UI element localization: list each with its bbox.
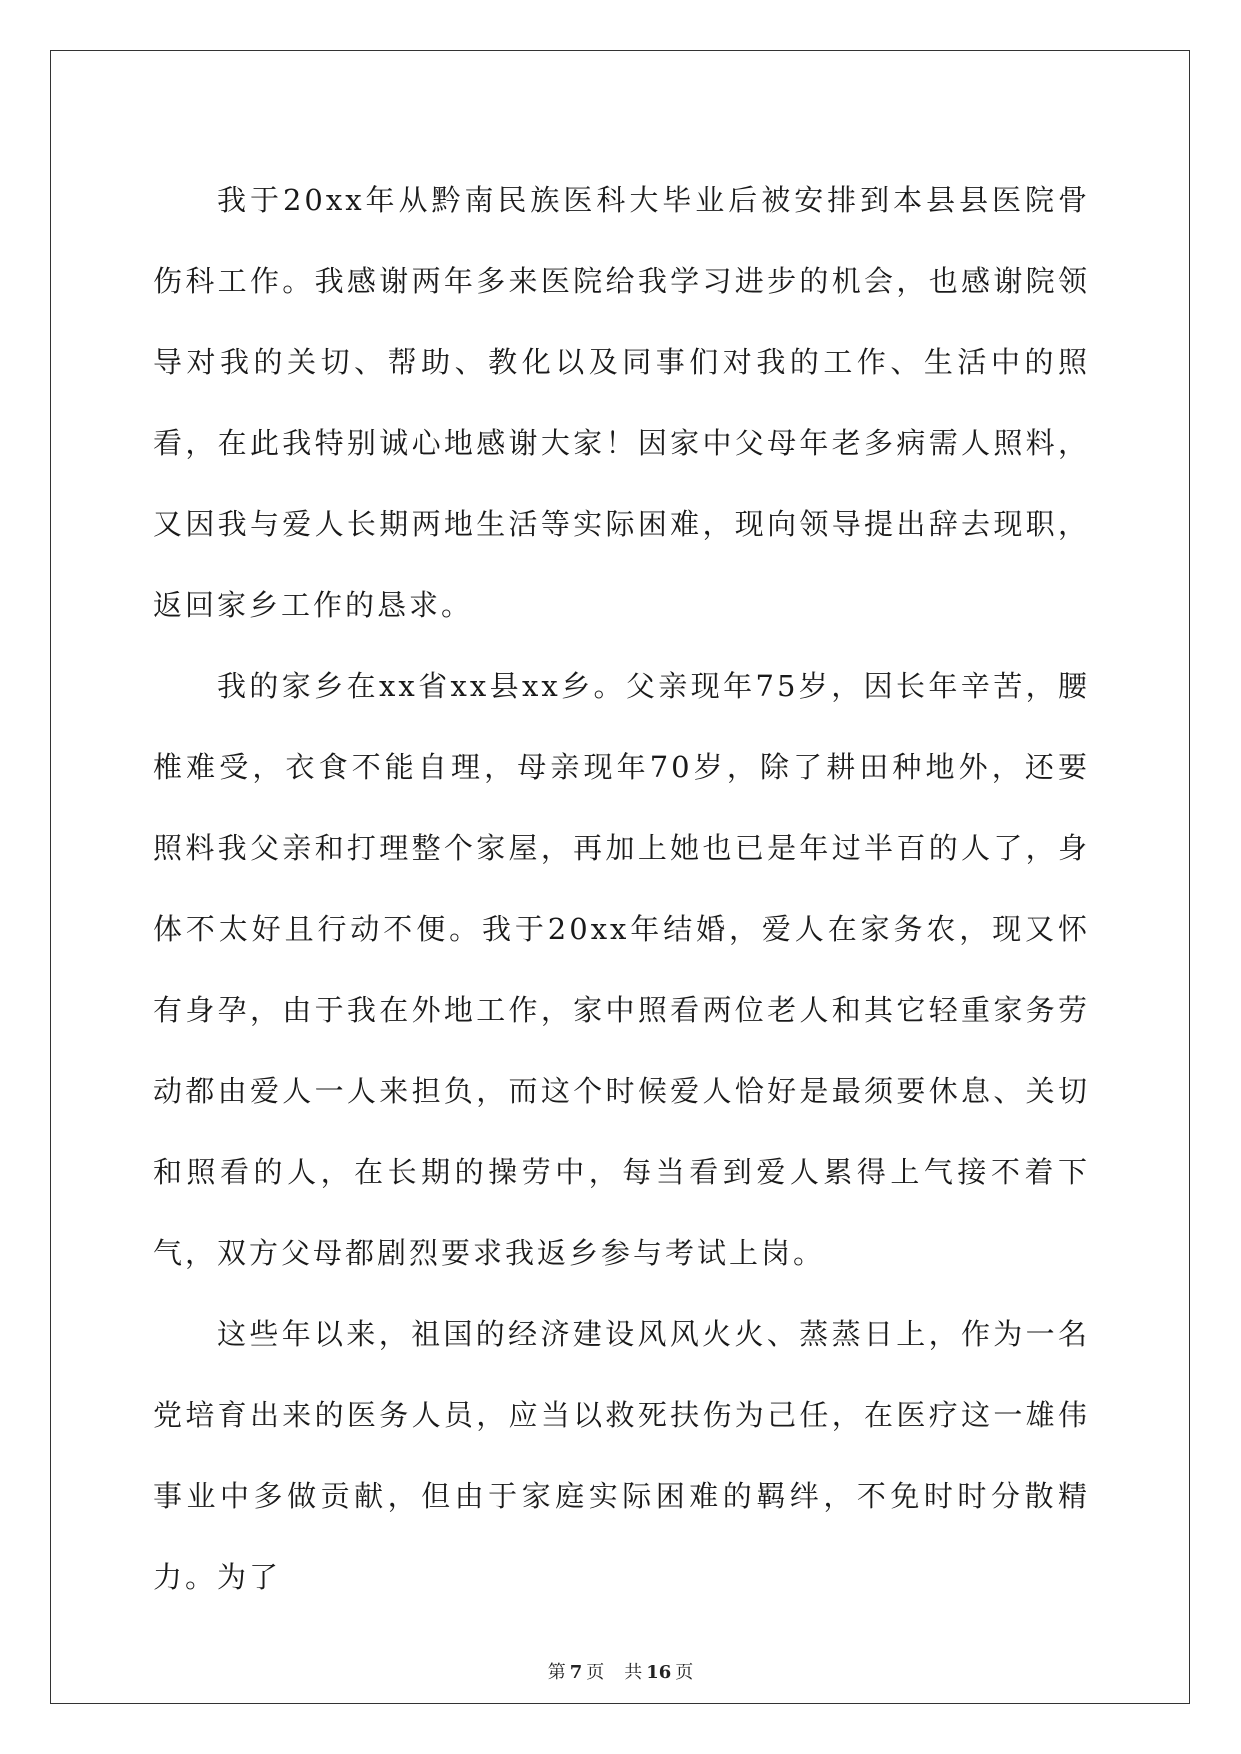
page-footer xyxy=(0,1662,1241,1684)
paragraph-2: 我的家乡在xx省xx县xx乡。父亲现年75岁，因长年辛苦，腰椎难受，衣食不能自理，母亲现年70岁，除了耕田种地外，还要照料我父亲和打理整个家屋，再加上她也已是年过半百的人了，身体不太好且行动不便。我于20xx年结婚，爱人在家务农，现又怀有身孕，由于我在外地工作，家中照看两位老人和其它轻重家务劳动都由爱人一人来担负，而这个时候爱人恰好是最须要休息、关切和照看的人，在长期的操劳中，每当看到爱人累得上气接不着下气，双方父母都剧烈要求我返乡参与考试上岗。 xyxy=(153,669,1090,1270)
page-suffix: 页 xyxy=(586,1662,605,1683)
page-number: 7 xyxy=(569,1662,583,1683)
page-prefix: 第 xyxy=(547,1662,566,1683)
total-prefix: 共 xyxy=(624,1662,643,1683)
paragraph-3: 这些年以来，祖国的经济建设风风火火、蒸蒸日上，作为一名党培育出来的医务人员，应当以救死扶伤为己任，在医疗这一雄伟事业中多做贡献，但由于家庭实际困难的羁绊，不免时时分散精力。为了 xyxy=(153,1317,1090,1594)
document-body xyxy=(153,160,1090,1618)
total-pages: 16 xyxy=(646,1662,672,1683)
total-suffix: 页 xyxy=(675,1662,694,1683)
paragraph-1: 我于20xx年从黔南民族医科大毕业后被安排到本县县医院骨伤科工作。我感谢两年多来医院给我学习进步的机会，也感谢院领导对我的关切、帮助、教化以及同事们对我的工作、生活中的照看，在此我特别诚心地感谢大家！因家中父母年老多病需人照料，又因我与爱人长期两地生活等实际困难，现向领导提出辞去现职，返回家乡工作的恳求。 xyxy=(153,183,1090,622)
